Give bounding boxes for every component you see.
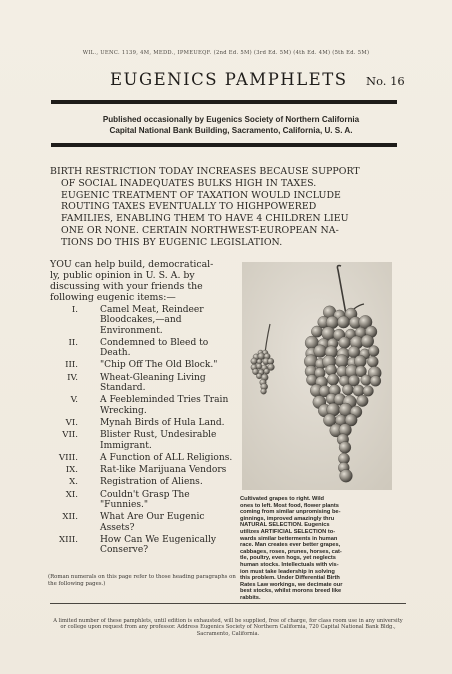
item-text: A Function of ALL Religions.	[100, 452, 233, 463]
grape-berry	[327, 374, 339, 386]
grape-berry	[261, 388, 267, 394]
item-numeral: VIII.	[58, 452, 78, 463]
publisher-line: Capital National Bank Building, Sacramento, California, U. S. A.	[109, 125, 353, 135]
grape-berry	[339, 337, 351, 349]
headline-line: FAMILIES, ENABLING THEM TO HAVE 4 CHILDREN LIEU	[61, 213, 349, 225]
grape-berry	[367, 356, 378, 367]
headline-line: EUGENIC TREATMENT OF TAXATION WOULD INCLUDE	[61, 189, 341, 201]
list-item	[48, 338, 236, 359]
item-text: "Chip Off The Old Block."	[100, 360, 218, 371]
list-item	[48, 535, 236, 556]
caption-line: best stocks, whilst morons breed like	[240, 588, 342, 595]
footer-rule	[50, 603, 406, 604]
item-text: How Can We Eugenically Conserve?	[100, 534, 217, 556]
headline-line: ONE OR NONE. CERTAIN NORTHWEST-EUROPEAN NA-	[61, 224, 339, 236]
item-numeral: XI.	[65, 489, 78, 500]
intro-line: discussing with your friends the	[50, 281, 203, 292]
headline-line: BIRTH RESTRICTION TODAY INCREASES BECAUSE SUPPORT	[50, 166, 360, 177]
item-text: Mynah Birds of Hula Land.	[100, 417, 225, 428]
grape-berry	[361, 375, 372, 386]
list-item	[48, 512, 236, 533]
caption-line: cabbages, roses, prunes, horses, cat-	[240, 548, 342, 555]
list-item	[48, 465, 236, 475]
intro-line: YOU can help build, democratical-	[50, 259, 214, 270]
item-text: Condemned to Bleed to Death.	[100, 337, 209, 359]
item-text: Camel Meat, Reindeer Bloodcakes,—and Environment.	[100, 305, 204, 336]
caption-line: ginnings, improved amazingly thru	[240, 515, 335, 522]
grape-berry	[357, 395, 369, 407]
item-text: Wheat-Gleaning Living Standard.	[100, 372, 206, 394]
item-text: Blister Rust, Undesirable Immigrant.	[100, 430, 217, 451]
grape-berry	[339, 442, 351, 454]
item-numeral: III.	[65, 360, 78, 371]
publisher-line: Published occasionally by Eugenics Society of Northern California	[102, 115, 360, 124]
headline-line: ROUTING TAXES EVENTUALLY TO HIGHPOWERED	[61, 201, 317, 213]
grape-berry	[256, 363, 262, 369]
item-text: Rat-like Marijuana Vendors	[100, 465, 227, 476]
list-item	[48, 453, 236, 463]
item-numeral: I.	[71, 305, 78, 315]
list-item	[48, 373, 236, 394]
list-item	[48, 305, 236, 336]
caption-line: ones to left. Most food, flower plants	[240, 502, 339, 509]
caption-line: Rates Law workings, we decimate our	[240, 581, 343, 588]
headline	[50, 166, 402, 249]
caption-line: race. Man creates ever better grapes,	[240, 542, 341, 549]
eugenic-items-list	[48, 305, 236, 558]
caption-line: coming from similar unpromising be-	[240, 509, 341, 516]
footer-notice: A limited number of these pamphlets, until edition is exhausted, will be supplied, free of charge, for class room use in any university or college upon request from any professor. Address Eugenics Society of Northern California, 720 Capital National Bank Bldg., Sacramento, California.	[53, 618, 403, 637]
grape-berry	[361, 335, 374, 348]
edition-line: WIL., UENC. 1139, 4M, MEDD., IPMEUEQF. (2nd Ed. 5M) (3rd Ed. 5M) (4th Ed. 4M) (5th Ed. 5M)	[82, 50, 370, 56]
grape-berry	[264, 368, 270, 374]
intro-line: ly, public opinion in U. S. A. by	[50, 270, 195, 281]
list-item	[48, 430, 236, 451]
headline-line: OF SOCIAL INADEQUATES BULKS HIGH IN TAXES.	[61, 177, 317, 189]
item-text: Couldn't Grasp The "Funnies."	[100, 489, 190, 511]
pamphlet-title: EUGENICS PAMPHLETS	[110, 70, 348, 89]
grapes-photo	[242, 262, 392, 490]
item-numeral: XIII.	[58, 534, 78, 545]
list-item	[48, 360, 236, 370]
grape-berry	[337, 316, 349, 328]
photo-caption	[240, 496, 396, 602]
grape-berry	[340, 469, 353, 482]
list-item	[48, 477, 236, 487]
headline-line: TIONS DO THIS BY EUGENIC LEGISLATION.	[61, 236, 283, 248]
item-numeral: V.	[70, 395, 78, 406]
top-rule	[51, 100, 397, 104]
caption-line: ion must take leadership in solving	[240, 568, 335, 575]
grape-berry	[354, 355, 366, 367]
grape-berry	[322, 327, 336, 341]
list-item	[48, 490, 236, 511]
caption-line: NATURAL SELECTION. Eugenics	[240, 522, 330, 529]
item-numeral: X.	[69, 477, 78, 488]
caption-line: wards similar betterments in human	[240, 535, 338, 542]
grape-berry	[353, 385, 364, 396]
publisher-info	[60, 115, 402, 136]
grape-berry	[311, 326, 322, 337]
grape-berry	[363, 386, 374, 397]
item-text: Registration of Aliens.	[100, 477, 203, 488]
pamphlet-number: No. 16	[366, 74, 405, 88]
caption-line: utilizes ARTIFICIAL SELECTION to-	[240, 528, 336, 535]
item-numeral: VI.	[65, 417, 78, 428]
item-numeral: IX.	[65, 465, 78, 476]
grape-berry	[251, 358, 258, 365]
item-numeral: II.	[68, 337, 78, 348]
item-numeral: VII.	[62, 430, 78, 441]
grape-berry	[368, 346, 379, 357]
item-numeral: IV.	[67, 372, 78, 383]
caption-line: Cultivated grapes to right. Wild	[240, 496, 325, 502]
grape-berry	[370, 376, 381, 387]
bottom-rule	[51, 143, 397, 147]
item-numeral: XII.	[62, 512, 78, 523]
caption-line: this problem. Under Differential Birth	[240, 575, 340, 582]
grapes-illustration	[242, 262, 392, 490]
caption-line: human stocks. Intellectuals with vis-	[240, 561, 339, 568]
caption-line: rabbits.	[240, 594, 261, 601]
intro-paragraph	[50, 259, 236, 303]
item-text: What Are Our Eugenic Assets?	[100, 512, 205, 533]
intro-line: following eugenic items:—	[50, 292, 176, 303]
grape-berry	[314, 345, 327, 358]
list-item	[48, 395, 236, 416]
roman-numeral-note: (Roman numerals on this page refer to those heading paragraphs on the following pages.)	[48, 574, 236, 587]
caption-line: tle, poultry, even hogs, yet neglects	[240, 555, 336, 562]
list-item	[48, 418, 236, 428]
grape-berry	[268, 358, 274, 364]
item-text: A Feebleminded Tries Train Wrecking.	[100, 395, 229, 416]
grape-berry	[342, 384, 353, 395]
